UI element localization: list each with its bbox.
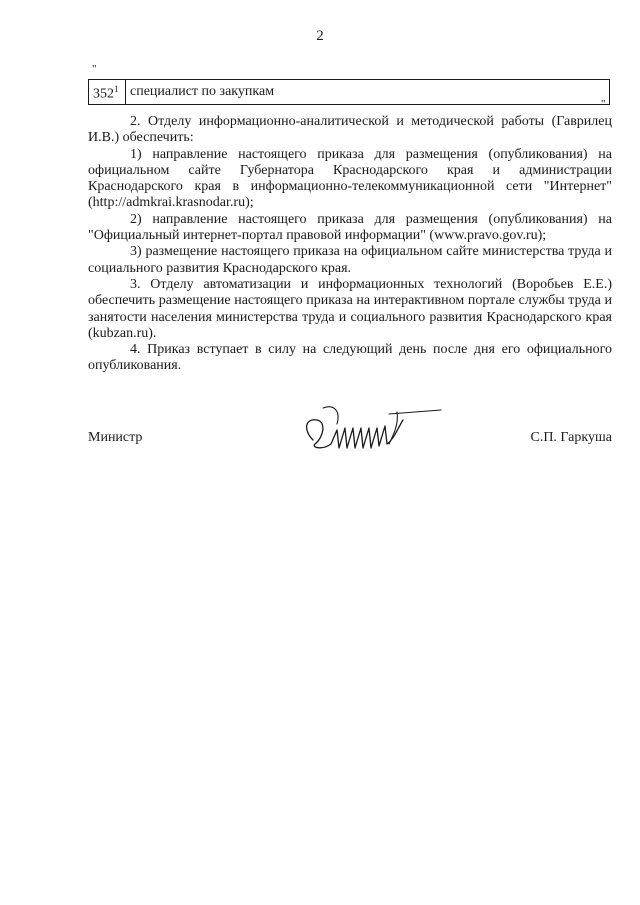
page-number: 2 [316, 28, 324, 44]
paragraph-subitem-1: 1) направление настоящего приказа для размещения (опубликования) на официальном сайте Губернатора Краснодарского края и администрации Краснодарского края в информационно-телекоммуникационной сети "Интернет" (http://admkrai.krasnodar.ru); [88, 146, 612, 211]
signer-name: С.П. Гаркуша [530, 430, 612, 445]
opening-quote-mark: " [92, 63, 97, 75]
closing-quote-mark: " [601, 98, 606, 110]
position-number-cell [89, 80, 126, 105]
position-title-cell: специалист по закупкам [126, 80, 610, 105]
order-body [88, 114, 612, 375]
paragraph-subitem-2: 2) направление настоящего приказа для размещения (опубликования) на "Официальный интернет-портал правовой информации" (www.pravo.gov.ru); [88, 211, 612, 244]
paragraph-item-2: 2. Отделу информационно-аналитической и методической работы (Гаврилец И.В.) обеспечить: [88, 114, 612, 146]
table-row [89, 80, 610, 105]
position-number-superscript: 1 [114, 84, 119, 94]
paragraph-subitem-3: 3) размещение настоящего приказа на официальном сайте министерства труда и социального развития Краснодарского края. [88, 244, 612, 276]
position-table [88, 79, 610, 105]
signer-title: Министр [88, 430, 143, 445]
paragraph-item-3: 3. Отделу автоматизации и информационных технологий (Воробьев Е.Е.) обеспечить размещение настоящего приказа на интерактивном портале службы труда и занятости населения министерства труда и социального развития Краснодарского края (kubzan.ru). [88, 276, 612, 341]
handwritten-signature [293, 400, 443, 460]
position-number: 352 [93, 86, 114, 102]
paragraph-item-4: 4. Приказ вступает в силу на следующий день после дня его официального опубликования. [88, 342, 612, 374]
